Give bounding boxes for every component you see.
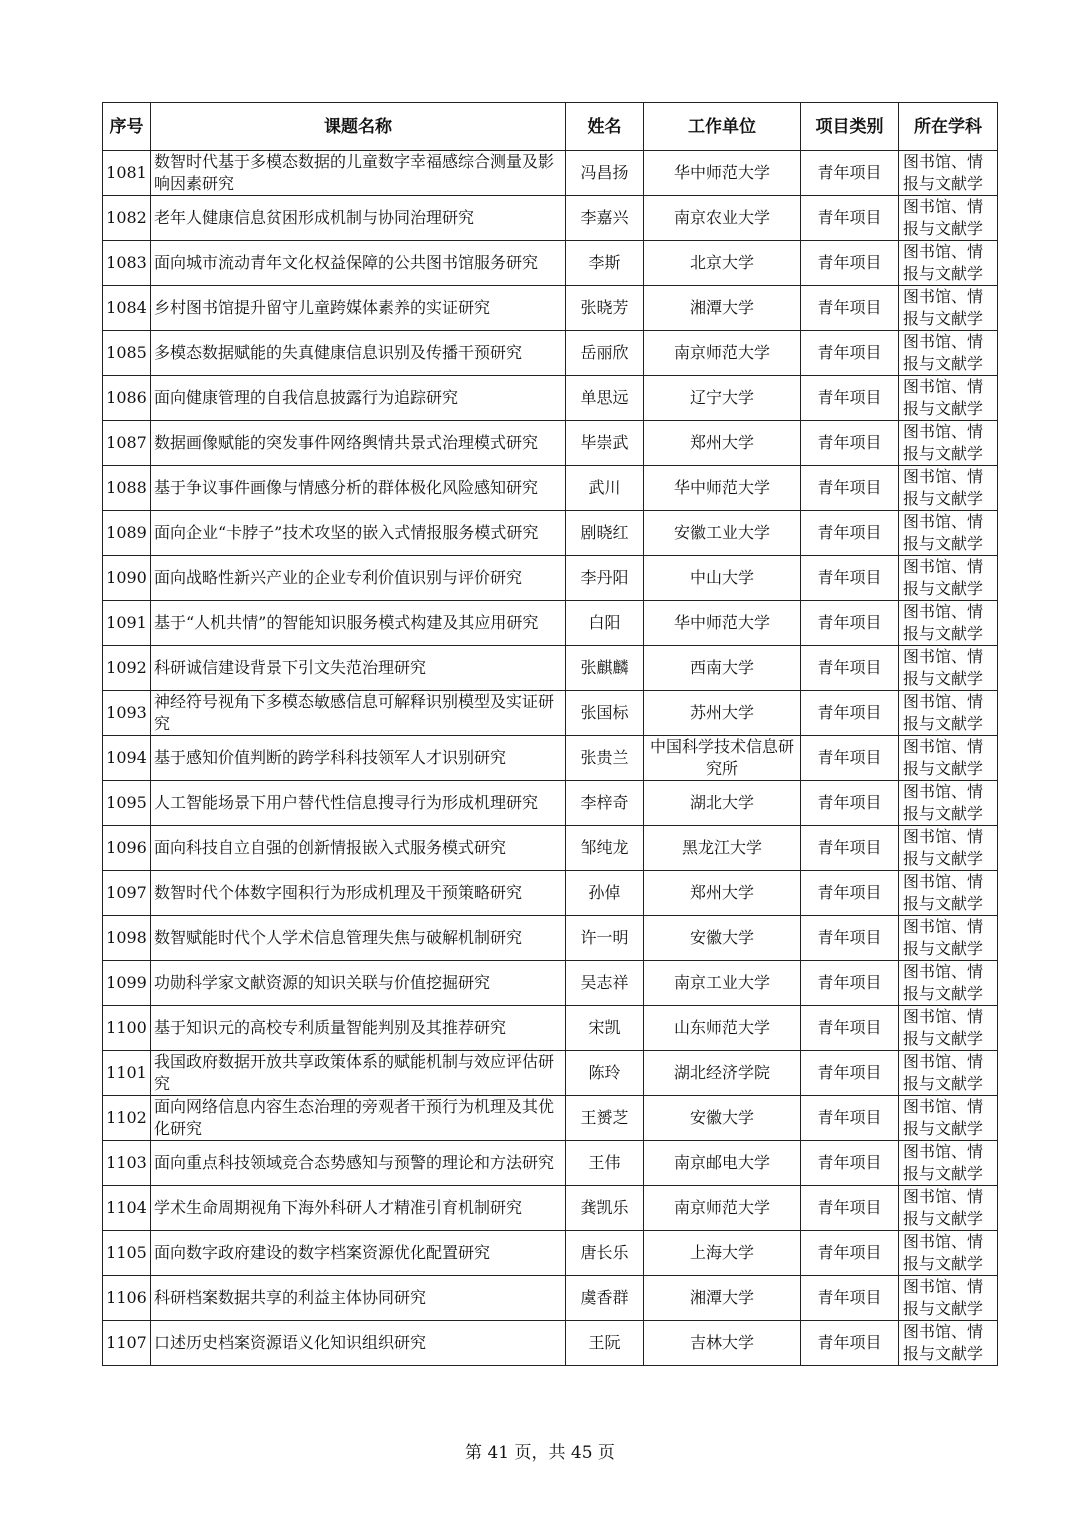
subject-field: 图书馆、情报与文献学 bbox=[899, 1096, 998, 1141]
subject-field: 图书馆、情报与文献学 bbox=[899, 331, 998, 376]
applicant-name: 许一明 bbox=[566, 916, 644, 961]
subject-field: 图书馆、情报与文献学 bbox=[899, 511, 998, 556]
applicant-name: 唐长乐 bbox=[566, 1231, 644, 1276]
project-title: 基于知识元的高校专利质量智能判别及其推荐研究 bbox=[151, 1006, 566, 1051]
work-unit: 北京大学 bbox=[644, 241, 801, 286]
work-unit: 安徽工业大学 bbox=[644, 511, 801, 556]
work-unit: 郑州大学 bbox=[644, 871, 801, 916]
header-type: 项目类别 bbox=[801, 103, 899, 151]
table-body bbox=[103, 151, 998, 1366]
work-unit: 湘潭大学 bbox=[644, 286, 801, 331]
row-number: 1086 bbox=[103, 376, 151, 421]
project-category: 青年项目 bbox=[801, 1231, 899, 1276]
table-row bbox=[103, 601, 998, 646]
subject-field: 图书馆、情报与文献学 bbox=[899, 961, 998, 1006]
applicant-name: 张晓芳 bbox=[566, 286, 644, 331]
page-footer: 第 41 页，共 45 页 bbox=[465, 1443, 615, 1463]
applicant-name: 龚凯乐 bbox=[566, 1186, 644, 1231]
project-title: 人工智能场景下用户替代性信息搜寻行为形成机理研究 bbox=[151, 781, 566, 826]
project-category: 青年项目 bbox=[801, 916, 899, 961]
subject-field: 图书馆、情报与文献学 bbox=[899, 151, 998, 196]
table-row bbox=[103, 1096, 998, 1141]
applicant-name: 李梓奇 bbox=[566, 781, 644, 826]
work-unit: 山东师范大学 bbox=[644, 1006, 801, 1051]
row-number: 1081 bbox=[103, 151, 151, 196]
work-unit: 南京师范大学 bbox=[644, 331, 801, 376]
subject-field: 图书馆、情报与文献学 bbox=[899, 1006, 998, 1051]
table-row bbox=[103, 916, 998, 961]
project-title: 口述历史档案资源语义化知识组织研究 bbox=[151, 1321, 566, 1366]
project-title: 数智赋能时代个人学术信息管理失焦与破解机制研究 bbox=[151, 916, 566, 961]
project-table bbox=[102, 102, 998, 1366]
row-number: 1104 bbox=[103, 1186, 151, 1231]
project-category: 青年项目 bbox=[801, 1096, 899, 1141]
project-title: 面向网络信息内容生态治理的旁观者干预行为机理及其优化研究 bbox=[151, 1096, 566, 1141]
applicant-name: 张麒麟 bbox=[566, 646, 644, 691]
applicant-name: 陈玲 bbox=[566, 1051, 644, 1096]
work-unit: 湖北经济学院 bbox=[644, 1051, 801, 1096]
subject-field: 图书馆、情报与文献学 bbox=[899, 601, 998, 646]
subject-field: 图书馆、情报与文献学 bbox=[899, 691, 998, 736]
table-row bbox=[103, 1006, 998, 1051]
row-number: 1099 bbox=[103, 961, 151, 1006]
project-category: 青年项目 bbox=[801, 1006, 899, 1051]
project-category: 青年项目 bbox=[801, 826, 899, 871]
project-title: 面向战略性新兴产业的企业专利价值识别与评价研究 bbox=[151, 556, 566, 601]
project-category: 青年项目 bbox=[801, 331, 899, 376]
row-number: 1107 bbox=[103, 1321, 151, 1366]
project-category: 青年项目 bbox=[801, 466, 899, 511]
work-unit: 郑州大学 bbox=[644, 421, 801, 466]
header-subject: 所在学科 bbox=[899, 103, 998, 151]
project-title: 数智时代个体数字囤积行为形成机理及干预策略研究 bbox=[151, 871, 566, 916]
work-unit: 中山大学 bbox=[644, 556, 801, 601]
table-row bbox=[103, 466, 998, 511]
project-title: 学术生命周期视角下海外科研人才精准引育机制研究 bbox=[151, 1186, 566, 1231]
project-title: 老年人健康信息贫困形成机制与协同治理研究 bbox=[151, 196, 566, 241]
subject-field: 图书馆、情报与文献学 bbox=[899, 1051, 998, 1096]
row-number: 1089 bbox=[103, 511, 151, 556]
work-unit: 中国科学技术信息研究所 bbox=[644, 736, 801, 781]
table-row bbox=[103, 826, 998, 871]
project-title: 基于争议事件画像与情感分析的群体极化风险感知研究 bbox=[151, 466, 566, 511]
work-unit: 华中师范大学 bbox=[644, 466, 801, 511]
project-category: 青年项目 bbox=[801, 1141, 899, 1186]
table-row bbox=[103, 871, 998, 916]
project-title: 多模态数据赋能的失真健康信息识别及传播干预研究 bbox=[151, 331, 566, 376]
applicant-name: 宋凯 bbox=[566, 1006, 644, 1051]
subject-field: 图书馆、情报与文献学 bbox=[899, 736, 998, 781]
subject-field: 图书馆、情报与文献学 bbox=[899, 1186, 998, 1231]
applicant-name: 冯昌扬 bbox=[566, 151, 644, 196]
project-category: 青年项目 bbox=[801, 196, 899, 241]
project-category: 青年项目 bbox=[801, 871, 899, 916]
work-unit: 湖北大学 bbox=[644, 781, 801, 826]
project-title: 数据画像赋能的突发事件网络舆情共景式治理模式研究 bbox=[151, 421, 566, 466]
applicant-name: 剧晓红 bbox=[566, 511, 644, 556]
table-row bbox=[103, 961, 998, 1006]
work-unit: 安徽大学 bbox=[644, 1096, 801, 1141]
row-number: 1093 bbox=[103, 691, 151, 736]
row-number: 1102 bbox=[103, 1096, 151, 1141]
project-title: 基于“人机共情”的智能知识服务模式构建及其应用研究 bbox=[151, 601, 566, 646]
project-title: 面向健康管理的自我信息披露行为追踪研究 bbox=[151, 376, 566, 421]
row-number: 1083 bbox=[103, 241, 151, 286]
applicant-name: 邹纯龙 bbox=[566, 826, 644, 871]
subject-field: 图书馆、情报与文献学 bbox=[899, 196, 998, 241]
row-number: 1106 bbox=[103, 1276, 151, 1321]
table-row bbox=[103, 646, 998, 691]
table-row bbox=[103, 1321, 998, 1366]
subject-field: 图书馆、情报与文献学 bbox=[899, 286, 998, 331]
subject-field: 图书馆、情报与文献学 bbox=[899, 1231, 998, 1276]
work-unit: 吉林大学 bbox=[644, 1321, 801, 1366]
applicant-name: 单思远 bbox=[566, 376, 644, 421]
applicant-name: 王伟 bbox=[566, 1141, 644, 1186]
work-unit: 西南大学 bbox=[644, 646, 801, 691]
project-category: 青年项目 bbox=[801, 241, 899, 286]
work-unit: 辽宁大学 bbox=[644, 376, 801, 421]
table-row bbox=[103, 511, 998, 556]
table-row bbox=[103, 241, 998, 286]
project-title: 面向企业“卡脖子”技术攻坚的嵌入式情报服务模式研究 bbox=[151, 511, 566, 556]
row-number: 1100 bbox=[103, 1006, 151, 1051]
table-row bbox=[103, 151, 998, 196]
row-number: 1094 bbox=[103, 736, 151, 781]
applicant-name: 李斯 bbox=[566, 241, 644, 286]
work-unit: 上海大学 bbox=[644, 1231, 801, 1276]
project-category: 青年项目 bbox=[801, 286, 899, 331]
header-title: 课题名称 bbox=[151, 103, 566, 151]
project-category: 青年项目 bbox=[801, 691, 899, 736]
table-row bbox=[103, 376, 998, 421]
project-category: 青年项目 bbox=[801, 961, 899, 1006]
work-unit: 南京邮电大学 bbox=[644, 1141, 801, 1186]
project-title: 功勋科学家文献资源的知识关联与价值挖掘研究 bbox=[151, 961, 566, 1006]
table-row bbox=[103, 1186, 998, 1231]
subject-field: 图书馆、情报与文献学 bbox=[899, 466, 998, 511]
work-unit: 黑龙江大学 bbox=[644, 826, 801, 871]
project-category: 青年项目 bbox=[801, 1051, 899, 1096]
table-row bbox=[103, 556, 998, 601]
subject-field: 图书馆、情报与文献学 bbox=[899, 1321, 998, 1366]
row-number: 1092 bbox=[103, 646, 151, 691]
document-page bbox=[102, 102, 997, 1366]
table-row bbox=[103, 691, 998, 736]
project-category: 青年项目 bbox=[801, 1186, 899, 1231]
project-title: 基于感知价值判断的跨学科科技领军人才识别研究 bbox=[151, 736, 566, 781]
subject-field: 图书馆、情报与文献学 bbox=[899, 781, 998, 826]
project-category: 青年项目 bbox=[801, 601, 899, 646]
row-number: 1096 bbox=[103, 826, 151, 871]
project-title: 乡村图书馆提升留守儿童跨媒体素养的实证研究 bbox=[151, 286, 566, 331]
project-category: 青年项目 bbox=[801, 376, 899, 421]
subject-field: 图书馆、情报与文献学 bbox=[899, 376, 998, 421]
work-unit: 安徽大学 bbox=[644, 916, 801, 961]
project-category: 青年项目 bbox=[801, 781, 899, 826]
subject-field: 图书馆、情报与文献学 bbox=[899, 421, 998, 466]
subject-field: 图书馆、情报与文献学 bbox=[899, 826, 998, 871]
subject-field: 图书馆、情报与文献学 bbox=[899, 871, 998, 916]
row-number: 1098 bbox=[103, 916, 151, 961]
header-no: 序号 bbox=[103, 103, 151, 151]
table-header-row bbox=[103, 103, 998, 151]
subject-field: 图书馆、情报与文献学 bbox=[899, 556, 998, 601]
applicant-name: 毕崇武 bbox=[566, 421, 644, 466]
row-number: 1095 bbox=[103, 781, 151, 826]
applicant-name: 王赟芝 bbox=[566, 1096, 644, 1141]
project-category: 青年项目 bbox=[801, 1321, 899, 1366]
applicant-name: 张贵兰 bbox=[566, 736, 644, 781]
project-category: 青年项目 bbox=[801, 1276, 899, 1321]
work-unit: 南京农业大学 bbox=[644, 196, 801, 241]
project-title: 面向数字政府建设的数字档案资源优化配置研究 bbox=[151, 1231, 566, 1276]
project-category: 青年项目 bbox=[801, 556, 899, 601]
table-row bbox=[103, 1276, 998, 1321]
project-title: 神经符号视角下多模态敏感信息可解释识别模型及实证研究 bbox=[151, 691, 566, 736]
row-number: 1091 bbox=[103, 601, 151, 646]
row-number: 1082 bbox=[103, 196, 151, 241]
subject-field: 图书馆、情报与文献学 bbox=[899, 916, 998, 961]
work-unit: 南京工业大学 bbox=[644, 961, 801, 1006]
row-number: 1103 bbox=[103, 1141, 151, 1186]
applicant-name: 虞香群 bbox=[566, 1276, 644, 1321]
project-title: 科研诚信建设背景下引文失范治理研究 bbox=[151, 646, 566, 691]
table-row bbox=[103, 286, 998, 331]
project-category: 青年项目 bbox=[801, 421, 899, 466]
applicant-name: 李丹阳 bbox=[566, 556, 644, 601]
table-row bbox=[103, 331, 998, 376]
subject-field: 图书馆、情报与文献学 bbox=[899, 646, 998, 691]
work-unit: 华中师范大学 bbox=[644, 601, 801, 646]
row-number: 1090 bbox=[103, 556, 151, 601]
project-title: 我国政府数据开放共享政策体系的赋能机制与效应评估研究 bbox=[151, 1051, 566, 1096]
subject-field: 图书馆、情报与文献学 bbox=[899, 1141, 998, 1186]
applicant-name: 吴志祥 bbox=[566, 961, 644, 1006]
work-unit: 苏州大学 bbox=[644, 691, 801, 736]
applicant-name: 李嘉兴 bbox=[566, 196, 644, 241]
table-row bbox=[103, 1231, 998, 1276]
applicant-name: 岳丽欣 bbox=[566, 331, 644, 376]
table-row bbox=[103, 736, 998, 781]
applicant-name: 张国标 bbox=[566, 691, 644, 736]
work-unit: 湘潭大学 bbox=[644, 1276, 801, 1321]
project-title: 面向城市流动青年文化权益保障的公共图书馆服务研究 bbox=[151, 241, 566, 286]
project-title: 数智时代基于多模态数据的儿童数字幸福感综合测量及影响因素研究 bbox=[151, 151, 566, 196]
row-number: 1087 bbox=[103, 421, 151, 466]
table-row bbox=[103, 196, 998, 241]
table-row bbox=[103, 781, 998, 826]
project-title: 面向科技自立自强的创新情报嵌入式服务模式研究 bbox=[151, 826, 566, 871]
project-title: 面向重点科技领域竞合态势感知与预警的理论和方法研究 bbox=[151, 1141, 566, 1186]
header-name: 姓名 bbox=[566, 103, 644, 151]
table-row bbox=[103, 421, 998, 466]
subject-field: 图书馆、情报与文献学 bbox=[899, 1276, 998, 1321]
work-unit: 南京师范大学 bbox=[644, 1186, 801, 1231]
applicant-name: 武川 bbox=[566, 466, 644, 511]
applicant-name: 白阳 bbox=[566, 601, 644, 646]
table-row bbox=[103, 1141, 998, 1186]
project-category: 青年项目 bbox=[801, 646, 899, 691]
row-number: 1101 bbox=[103, 1051, 151, 1096]
project-title: 科研档案数据共享的利益主体协同研究 bbox=[151, 1276, 566, 1321]
project-category: 青年项目 bbox=[801, 736, 899, 781]
row-number: 1088 bbox=[103, 466, 151, 511]
row-number: 1097 bbox=[103, 871, 151, 916]
row-number: 1084 bbox=[103, 286, 151, 331]
applicant-name: 孙倬 bbox=[566, 871, 644, 916]
header-unit: 工作单位 bbox=[644, 103, 801, 151]
row-number: 1105 bbox=[103, 1231, 151, 1276]
project-category: 青年项目 bbox=[801, 511, 899, 556]
applicant-name: 王阮 bbox=[566, 1321, 644, 1366]
subject-field: 图书馆、情报与文献学 bbox=[899, 241, 998, 286]
row-number: 1085 bbox=[103, 331, 151, 376]
project-category: 青年项目 bbox=[801, 151, 899, 196]
table-row bbox=[103, 1051, 998, 1096]
work-unit: 华中师范大学 bbox=[644, 151, 801, 196]
